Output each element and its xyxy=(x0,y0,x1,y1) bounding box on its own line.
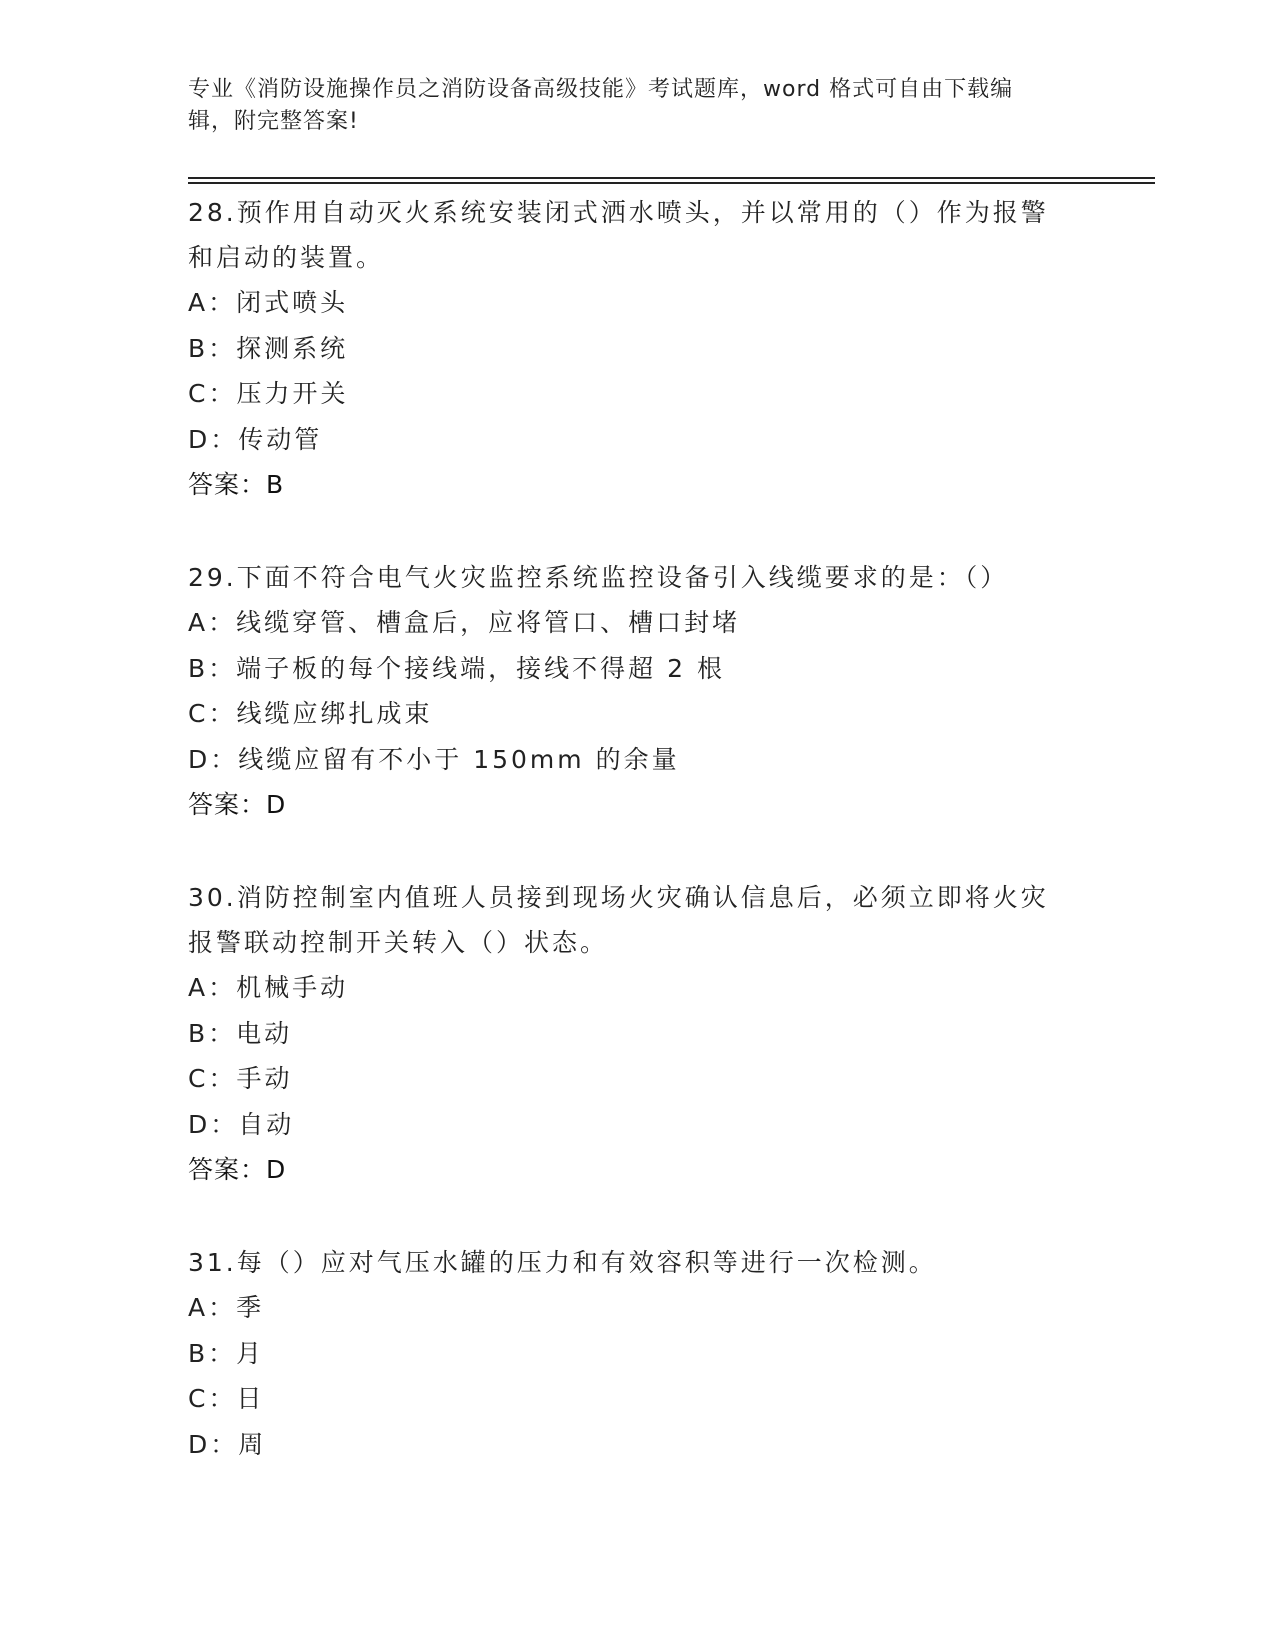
answer: 答案：D xyxy=(188,790,287,819)
option-a: A：闭式喷头 xyxy=(188,288,349,317)
option-c: C：线缆应绑扎成束 xyxy=(188,699,433,728)
option-b: B：端子板的每个接线端，接线不得超 2 根 xyxy=(188,653,725,683)
option-a: A：机械手动 xyxy=(188,973,349,1002)
question-31 xyxy=(188,1240,1088,1467)
question-stem-line-1: 29.下面不符合电气火灾监控系统监控设备引入线缆要求的是：（） xyxy=(188,563,1009,592)
option-b: B：探测系统 xyxy=(188,333,349,363)
option-a: A：季 xyxy=(188,1293,265,1322)
question-stem-line-1: 31.每（）应对气压水罐的压力和有效容积等进行一次检测。 xyxy=(188,1248,937,1277)
question-list xyxy=(188,190,1088,1467)
option-c: C：压力开关 xyxy=(188,379,349,408)
option-c: C：手动 xyxy=(188,1064,293,1093)
question-stem-line-2: 报警联动控制开关转入（）状态。 xyxy=(188,928,609,957)
option-d: D：线缆应留有不小于 150mm 的余量 xyxy=(188,744,680,774)
question-28 xyxy=(188,190,1088,507)
document-header xyxy=(188,74,1068,138)
answer: 答案：B xyxy=(188,470,285,499)
question-stem-line-1: 28.预作用自动灭火系统安装闭式洒水喷头，并以常用的（）作为报警 xyxy=(188,198,1049,227)
header-rule-top xyxy=(188,177,1155,179)
question-stem-line-2: 和启动的装置。 xyxy=(188,243,385,272)
option-b: B：月 xyxy=(188,1338,265,1368)
option-d: D：自动 xyxy=(188,1109,295,1139)
option-a: A：线缆穿管、槽盒后，应将管口、槽口封堵 xyxy=(188,608,741,637)
header-line-2: 辑，附完整答案! xyxy=(188,109,359,134)
option-d: D：传动管 xyxy=(188,424,323,454)
question-stem-line-1: 30.消防控制室内值班人员接到现场火灾确认信息后，必须立即将火灾 xyxy=(188,883,1049,912)
option-d: D：周 xyxy=(188,1429,267,1459)
question-30 xyxy=(188,875,1088,1192)
answer: 答案：D xyxy=(188,1155,287,1184)
question-29 xyxy=(188,555,1088,827)
header-rule-bottom xyxy=(188,182,1155,184)
option-c: C：日 xyxy=(188,1384,265,1413)
option-b: B：电动 xyxy=(188,1018,293,1048)
header-line-1: 专业《消防设施操作员之消防设备高级技能》考试题库，word 格式可自由下载编 xyxy=(188,77,1014,102)
